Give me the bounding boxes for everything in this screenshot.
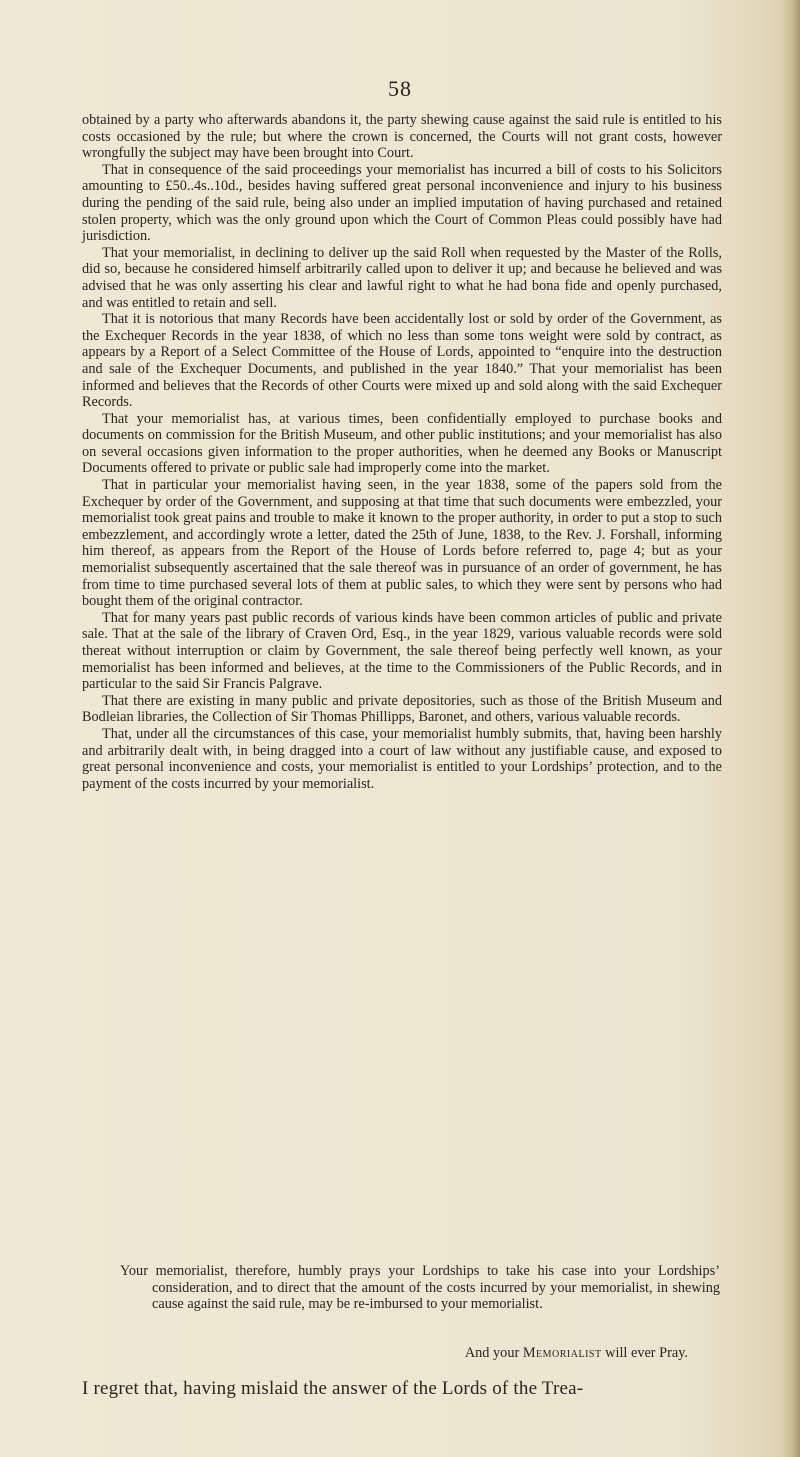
paragraph-6: That in particular your memorialist having seen, in the year 1838, some of the papers sold from the Exchequer by order of the Government, and supposing at that time that such documents were embezzled, your memorialist took great pains and trouble to make it known to the proper authority, in order to put a stop to such embezzlement, and accordingly wrote a letter, dated the 25th of June, 1838, to the Rev. J. Forshall, informing him thereof, as appears from the Report of the House of Lords before referred to, page 4; but as your memorialist subsequently ascertained that the sale thereof was in pursuance of an order of government, he has from time to time purchased several lots of them at public sales, to which they were sent by persons who had bought them of the original contractor. (82, 477, 722, 610)
body-text (82, 112, 722, 792)
closing-memorialist: Memorialist (522, 1345, 602, 1361)
paragraph-8: That there are existing in many public and private depositories, such as those of the British Museum and Bodleian libraries, the Collection of Sir Thomas Phillipps, Baronet, and others, various valuable records. (82, 692, 722, 726)
paragraph-9: That, under all the circumstances of this case, your memorialist humbly submits, that, having been harshly and arbitrarily dealt with, in being dragged into a court of law without any justifiable cause, and exposed to great personal inconvenience and costs, your memorialist is entitled to your Lordships’ protection, and to the payment of the costs incurred by your memorialist. (82, 725, 722, 792)
prayer-paragraph: Your memorialist, therefore, humbly prays your Lordships to take his case into your Lordships’ consideration, and to direct that the amount of the costs incurred by your memorialist, in shewing cause against the said rule, may be re-imbursed to your memorialist. (120, 1263, 720, 1313)
paragraph-4: That it is notorious that many Records have been accidentally lost or sold by order of the Government, as the Exchequer Records in the year 1838, of which no less than some tons weight were sold by contract, as appears by a Report of a Select Committee of the House of Lords, appointed to “enquire into the destruction and sale of the Exchequer Documents, and published in the year 1840.” That your memorialist has been informed and believes that the Records of other Courts were mixed up and sold along with the said Exchequer Records. (82, 311, 722, 411)
page-number: 58 (388, 76, 412, 101)
closing-after: will ever Pray. (605, 1345, 688, 1361)
paragraph-3: That your memorialist, in declining to deliver up the said Roll when requested by the Master of the Rolls, did so, because he considered himself arbitrarily called upon to deliver it up; and because he believed and was advised that he was only asserting his clear and lawful right to what he had bona fide and openly purchased, and was entitled to retain and sell. (82, 244, 722, 311)
closing-line (0, 1345, 688, 1362)
final-line: I regret that, having mislaid the answer of the Lords of the Trea- (82, 1378, 584, 1399)
page-edge-shadow (782, 0, 800, 1457)
paragraph-5: That your memorialist has, at various times, been confidentially employed to purchase books and documents on commission for the British Museum, and other public institutions; and your memorialist has also on several occasions given information to the proper authorities, when he deemed any Books or Manuscript Documents offered to private or public sale had improperly come into the market. (82, 410, 722, 477)
closing-before: And your (464, 1345, 520, 1361)
prayer-block (120, 1263, 720, 1313)
paragraph-7: That for many years past public records of various kinds have been common articles of public and private sale. That at the sale of the library of Craven Ord, Esq., in the year 1829, various valuable records were sold thereat without interruption or claim by Government, the sale thereof being perfectly well known, as your memorialist has been informed and believes, at the time to the Commissioners of the Public Records, and in particular to the said Sir Francis Palgrave. (82, 609, 722, 693)
paragraph-1: obtained by a party who afterwards abandons it, the party shewing cause against the said rule is entitled to his costs occasioned by the rule; but where the crown is concerned, the Courts will not grant costs, however wrongfully the subject may have been brought into Court. (82, 112, 722, 162)
paragraph-2: That in consequence of the said proceedings your memorialist has incurred a bill of costs to his Solicitors amounting to £50..4s..10d., besides having suffered great personal inconvenience and injury to his business during the pending of the said rule, being also under an implied imputation of having purchased and retained stolen property, which was the only ground upon which the Court of Common Pleas could possibly have had jurisdiction. (82, 161, 722, 245)
